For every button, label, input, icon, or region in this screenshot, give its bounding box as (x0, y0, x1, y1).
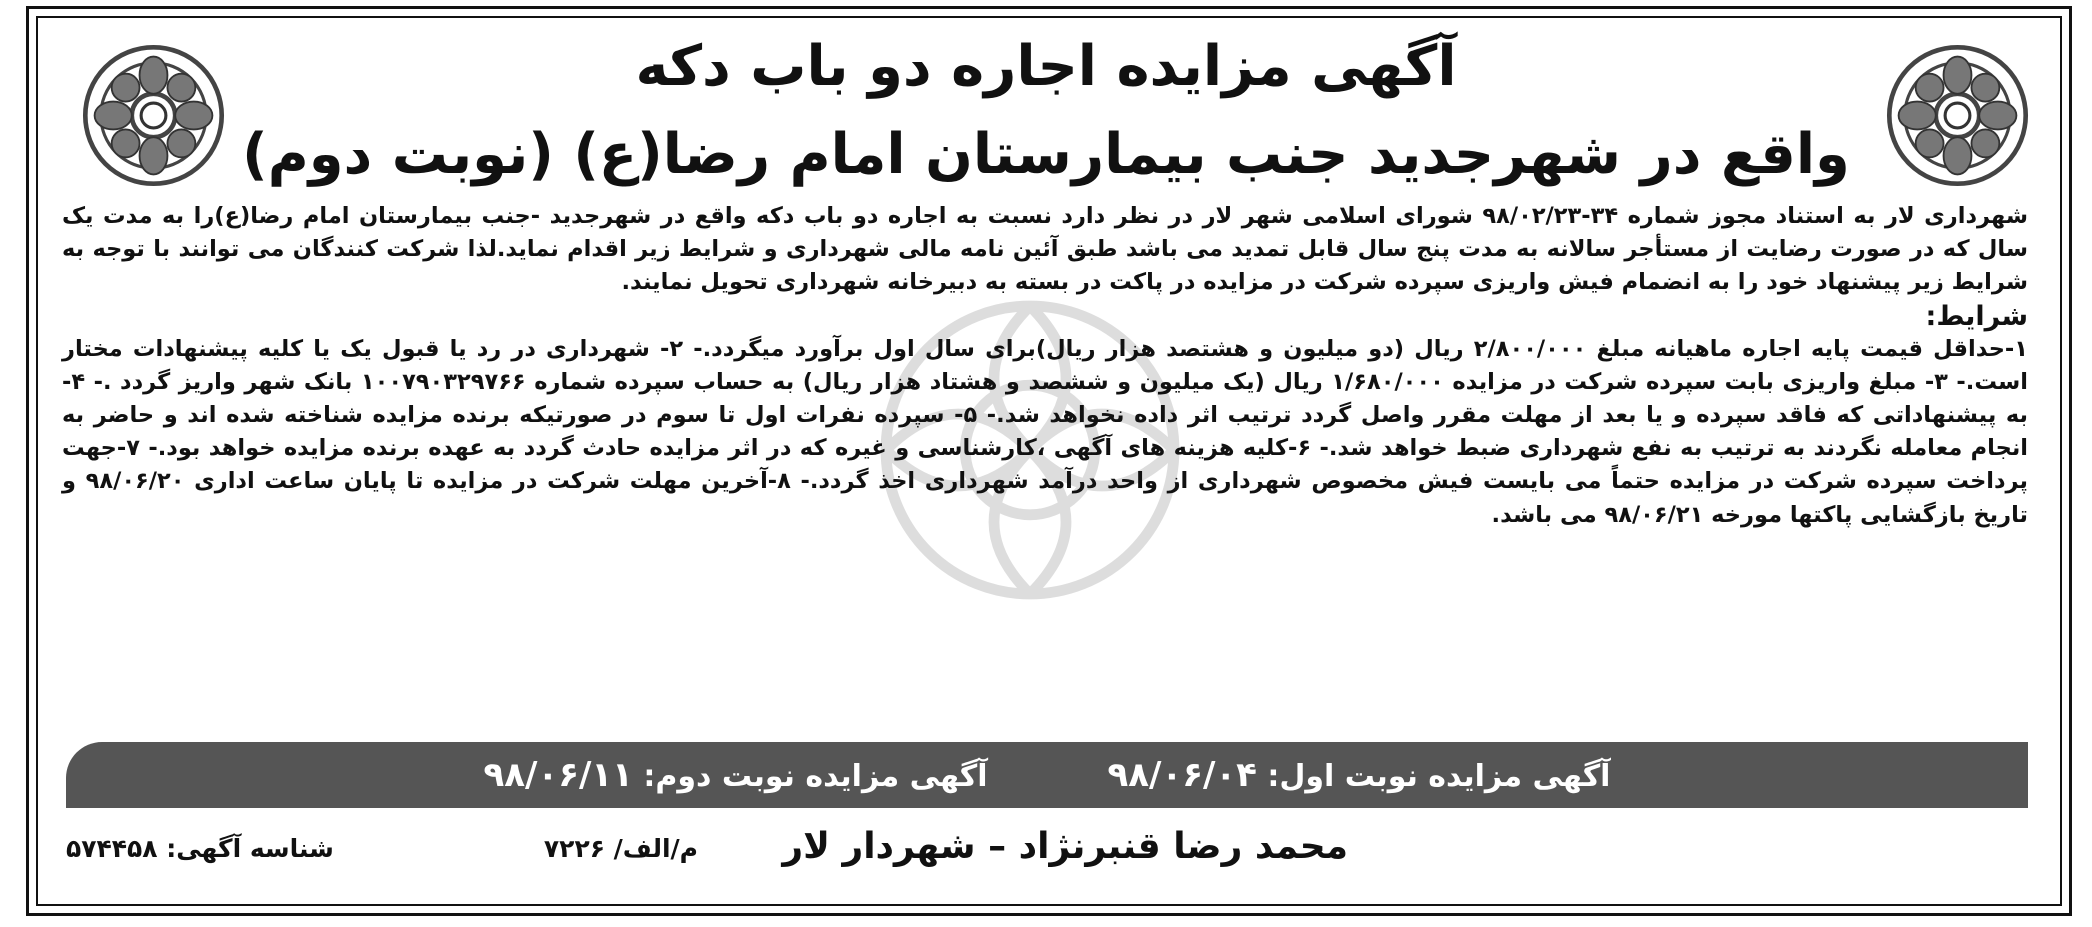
signer-name: محمد رضا قنبرنژاد – شهردار لار (782, 826, 1348, 867)
ad-id: شناسه آگهی: ۵۷۴۴۵۸ (66, 834, 334, 863)
second-round-label: آگهی مزایده نوبت دوم: (643, 759, 988, 794)
municipality-emblem-icon (1880, 38, 2035, 193)
first-round-label: آگهی مزایده نوبت اول: (1267, 759, 1611, 794)
ad-body (62, 200, 2028, 532)
ad-title-line-2: واقع در شهرجدید جنب بیمارستان امام رضا(ع) (نوبت دوم) (242, 122, 1850, 187)
intro-paragraph: شهرداری لار به استناد مجوز شماره ۳۴-۹۸/۰۲/۲۳ شورای اسلامی شهر لار در نظر دارد نسبت به اجاره دو باب دکه واقع در شهرجدید -جنب بیمارستان امام رضا(ع)را به مدت یک سال که در صورت رضایت از مستأجر سالانه به مدت پنج سال قابل تمدید می باشد طبق آئین نامه مالی شهرداری و شرایط زیر اقدام نماید.لذا شرکت کنندگان می توانند با توجه به شرایط زیر پیشنهاد خود را به انضمام فیش واریزی سپرده شرکت در مزایده در پاکت در بسته به دبیرخانه شهرداری تحویل نمایند. (62, 203, 2028, 296)
conditions-paragraph: ۱-حداقل قیمت پایه اجاره ماهیانه مبلغ ۲/۸۰۰/۰۰۰ ریال (دو میلیون و هشتصد هزار ریال)برای سال اول برآورد میگردد.- ۲- شهرداری در رد یا قبول یک یا کلیه پیشنهادات مختار است.- ۳- مبلغ واریزی بابت سپرده شرکت در مزایده ۱/۶۸۰/۰۰۰ ریال (یک میلیون و ششصد و هشتاد هزار ریال) به حساب سپرده شماره ۱۰۰۷۹۰۳۲۹۷۶۶ بانک شهر واریز گردد .- ۴-به پیشنهاداتی که فاقد سپرده و یا بعد از مهلت مقرر واصل گردد ترتیب اثر داده نخواهد شد.- ۵- سپرده نفرات اول تا سوم در صورتیکه برنده مزایده شناخته شده اند و حاضر به انجام معامله نگردند به ترتیب به نفع شهرداری ضبط خواهد شد.- ۶-کلیه هزینه های آگهی ،کارشناسی و غیره که در اثر مزایده حادث گردد به عهده برنده مزایده خواهد بود.- ۷-جهت پرداخت سپرده شرکت در مزایده حتماً می بایست فیش مخصوص شهرداری از واحد درآمد شهرداری اخذ گردد.- ۸-آخرین مهلت شرکت در مزایده تا پایان ساعت اداری ۹۸/۰۶/۲۰ و تاریخ بازگشایی پاکتها مورخه ۹۸/۰۶/۲۱ می باشد. (62, 335, 2028, 528)
reference-number: م/الف/ ۷۲۲۶ (543, 834, 698, 863)
second-round-date: ۹۸/۰۶/۱۱ (483, 755, 633, 795)
dates-banner (66, 742, 2028, 808)
first-round-date: ۹۸/۰۶/۰۴ (1107, 755, 1257, 795)
municipality-emblem-icon (76, 38, 231, 193)
first-round-date-group (1108, 755, 1611, 795)
ad-title-line-1: آگهی مزایده اجاره دو باب دکه (635, 34, 1457, 99)
second-round-date-group (484, 755, 988, 795)
conditions-heading: شرایط: (1925, 300, 2028, 332)
footer (66, 818, 2028, 888)
